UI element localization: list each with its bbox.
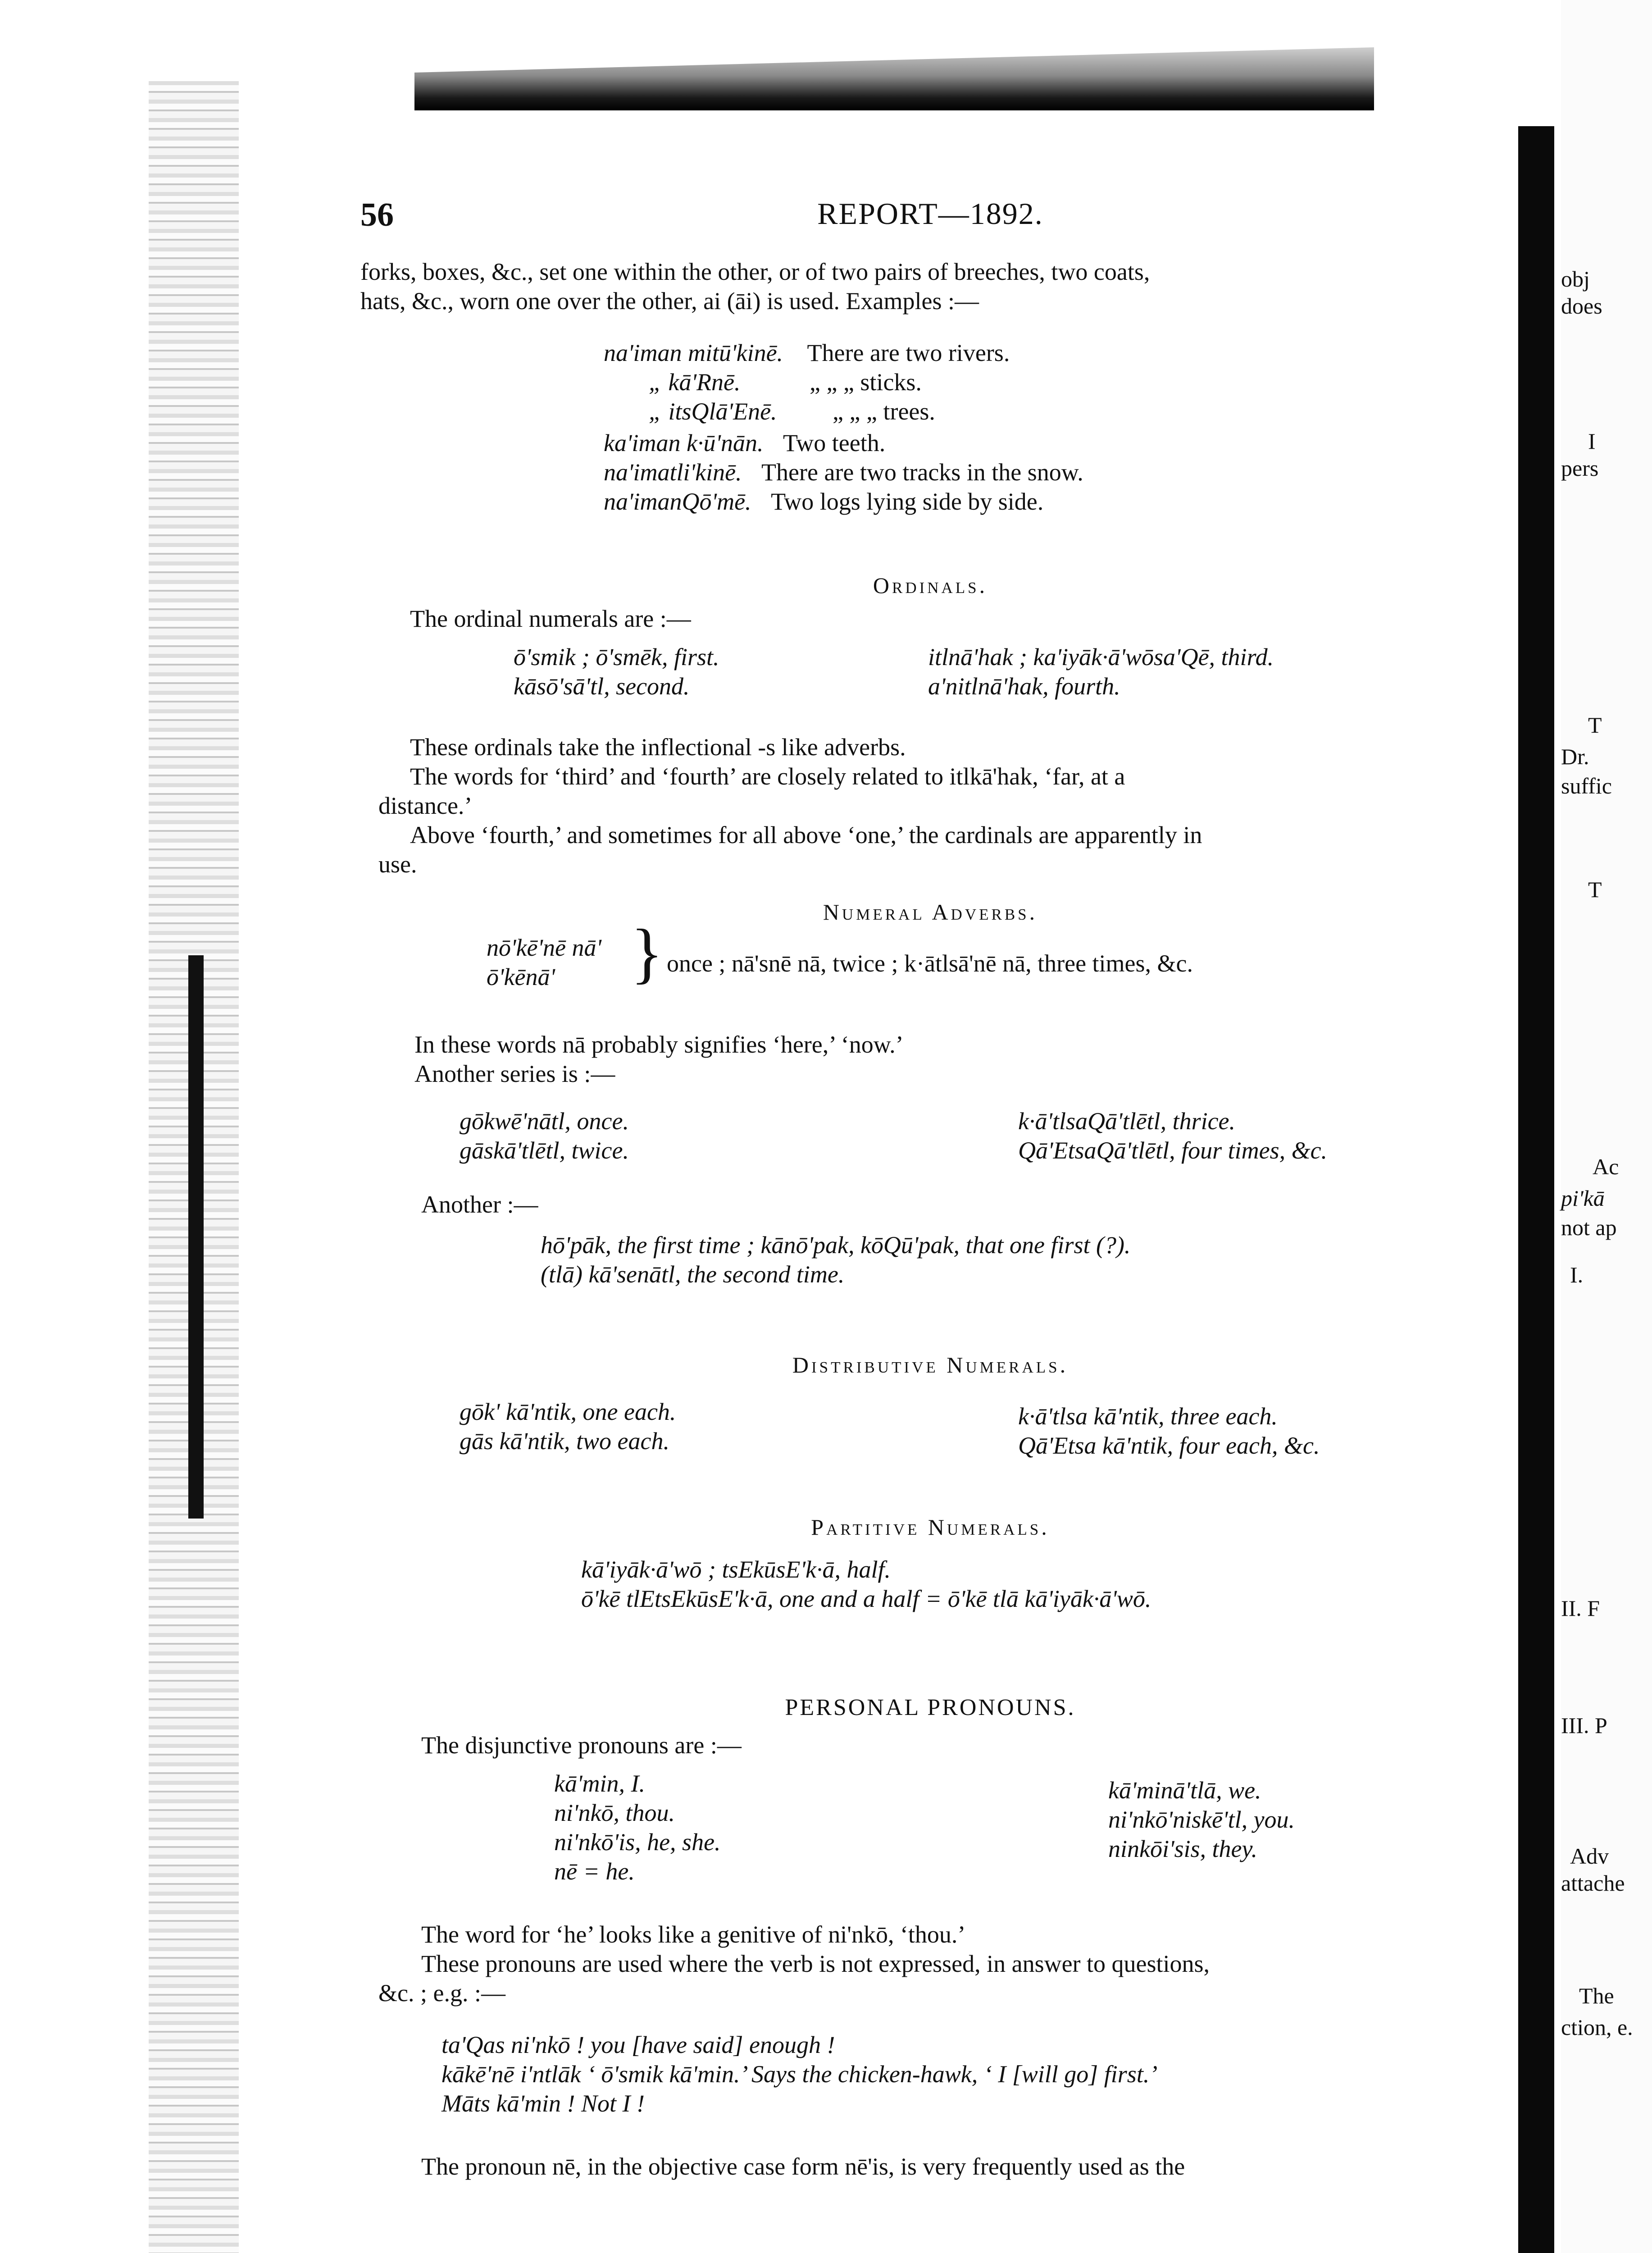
paragraph: The word for ‘he’ looks like a genitive of ni'nkō, ‘thou.’ (421, 1921, 966, 1948)
section-heading-ordinals: Ordinals. (873, 573, 988, 598)
adverb-item: gōkwē'nātl, once. (460, 1108, 629, 1135)
brace: } (631, 916, 663, 990)
adjacent-fragment: I (1588, 429, 1596, 454)
adjacent-fragment: T (1588, 877, 1602, 902)
paragraph: Another series is :— (414, 1060, 615, 1087)
example-gloss: Two logs lying side by side. (771, 488, 1044, 515)
pronoun-example: Māts kā'min ! Not I ! (441, 2090, 645, 2117)
partitive-item: ō'kē tlEtsEkūsE'k·ā, one and a half = ō'kē tlā kā'iyāk·ā'wō. (581, 1585, 1151, 1612)
example-word: „ itsQlā'Enē. (649, 398, 777, 425)
adjacent-fragment: attache (1561, 1870, 1625, 1896)
paragraph: distance.’ (378, 792, 473, 819)
section-heading-numeral-adverbs: Numeral Adverbs. (823, 899, 1038, 925)
pronoun-example: ta'Qas ni'nkō ! you [have said] enough ! (441, 2031, 835, 2058)
example-row (649, 397, 935, 426)
paragraph: The words for ‘third’ and ‘fourth’ are closely related to itlkā'hak, ‘far, at a (410, 763, 1125, 790)
adjacent-fragment: ction, e. (1561, 2015, 1633, 2040)
adjacent-fragment: obj (1561, 266, 1590, 292)
paragraph: Above ‘fourth,’ and sometimes for all above ‘one,’ the cardinals are apparently in (410, 821, 1202, 848)
pronoun-item: kā'minā'tlā, we. (1108, 1777, 1261, 1804)
paragraph: use. (378, 851, 417, 878)
example-word: na'imatli'kinē. (604, 459, 742, 486)
adjacent-fragment: Ac (1593, 1154, 1619, 1179)
ordinals-lead: The ordinal numerals are :— (410, 605, 691, 632)
distributive-item: gōk' kā'ntik, one each. (460, 1398, 676, 1425)
paragraph: &c. ; e.g. :— (378, 1979, 505, 2007)
adjacent-page (1561, 0, 1652, 2253)
partitive-item: kā'iyāk·ā'wō ; tsEkūsE'k·ā, half. (581, 1556, 891, 1583)
adjacent-fragment: Adv (1570, 1843, 1609, 1869)
adjacent-fragment: pi'kā (1561, 1186, 1605, 1211)
page-number: 56 (360, 196, 394, 233)
example-row (604, 487, 1043, 516)
example-gloss: „ „ „ sticks. (810, 369, 922, 396)
paragraph: Another :— (421, 1191, 538, 1218)
pronouns-lead: The disjunctive pronouns are :— (421, 1732, 742, 1759)
book-gutter (1518, 126, 1554, 2253)
adverb-item: gāskā'tlētl, twice. (460, 1137, 629, 1164)
intro-line: hats, &c., worn one over the other, ai (āi) is used. Examples :— (360, 287, 979, 315)
example-word: ka'iman k·ū'nān. (604, 429, 764, 456)
running-head: REPORT—1892. (817, 196, 1043, 231)
example-word: na'imanQō'mē. (604, 488, 751, 515)
adjacent-fragment: III. P (1561, 1713, 1607, 1738)
pronoun-item: ni'nkō'is, he, she. (554, 1829, 721, 1856)
pronoun-item: ni'nkō, thou. (554, 1799, 675, 1826)
paragraph: These ordinals take the inflectional -s like adverbs. (410, 734, 906, 761)
ordinal-item: a'nitlnā'hak, fourth. (928, 673, 1120, 700)
example-gloss: There are two rivers. (807, 339, 1010, 366)
example-row (604, 428, 885, 458)
adjacent-fragment: T (1588, 712, 1602, 738)
pronoun-example: kākē'nē i'ntlāk ‘ ō'smik kā'min.’ Says the chicken-hawk, ‘ I [will go] first.’ (441, 2061, 1158, 2088)
paragraph: In these words nā probably signifies ‘here,’ ‘now.’ (414, 1031, 904, 1058)
scan-edge-top (414, 47, 1374, 110)
adverb-item: hō'pāk, the first time ; kānō'pak, kōQū'pak, that one first (?). (541, 1231, 1131, 1259)
ordinal-item: itlnā'hak ; ka'iyāk·ā'wōsa'Qē, third. (928, 643, 1274, 670)
adverb-line: once ; nā'snē nā, twice ; k·ātlsā'nē nā, three times, &c. (667, 950, 1193, 977)
scan-spine-shadow (188, 955, 204, 1519)
ordinal-item: ō'smik ; ō'smēk, first. (514, 643, 719, 670)
adverb-item: k·ā'tlsaQā'tlētl, thrice. (1018, 1108, 1236, 1135)
example-row (604, 457, 1083, 487)
adjacent-fragment: II. F (1561, 1596, 1600, 1621)
adverb-item: Qā'EtsaQā'tlētl, four times, &c. (1018, 1137, 1328, 1164)
paragraph: The pronoun nē, in the objective case form nē'is, is very frequently used as the (421, 2153, 1185, 2180)
pronoun-item: nē = he. (554, 1858, 635, 1885)
adverb-item: (tlā) kā'senātl, the second time. (541, 1261, 845, 1288)
section-heading-distributive: Distributive Numerals. (792, 1352, 1069, 1377)
adjacent-fragment: I. (1570, 1262, 1584, 1287)
adverb-form: ō'kēnā' (487, 963, 555, 990)
intro-line: forks, boxes, &c., set one within the other, or of two pairs of breeches, two coats, (360, 258, 1150, 285)
adjacent-fragment: Dr. (1561, 744, 1589, 769)
pronoun-item: ni'nkō'niskē'tl, you. (1108, 1806, 1295, 1833)
document-page (342, 108, 1518, 2253)
pronoun-item: kā'min, I. (554, 1770, 645, 1797)
example-row (649, 367, 922, 397)
distributive-item: k·ā'tlsa kā'ntik, three each. (1018, 1403, 1278, 1430)
example-row (604, 338, 1010, 368)
pronoun-item: ninkōi'sis, they. (1108, 1835, 1258, 1862)
adverb-form: nō'kē'nē nā' (487, 934, 602, 961)
example-word: „ kā'Rnē. (649, 369, 741, 396)
ordinal-item: kāsō'sā'tl, second. (514, 673, 690, 700)
page-header (342, 196, 1518, 246)
distributive-item: Qā'Etsa kā'ntik, four each, &c. (1018, 1432, 1320, 1459)
example-gloss: There are two tracks in the snow. (761, 459, 1083, 486)
adjacent-fragment: not ap (1561, 1215, 1617, 1240)
adjacent-fragment: pers (1561, 456, 1599, 481)
example-word: na'iman mitū'kinē. (604, 339, 783, 366)
adjacent-fragment: does (1561, 293, 1602, 319)
section-heading-partitive: Partitive Numerals. (811, 1514, 1050, 1540)
example-gloss: „ „ „ trees. (833, 398, 935, 425)
paragraph: These pronouns are used where the verb is not expressed, in answer to questions, (421, 1950, 1210, 1977)
section-heading-pronouns: PERSONAL PRONOUNS. (785, 1695, 1076, 1720)
distributive-item: gās kā'ntik, two each. (460, 1428, 669, 1455)
adjacent-fragment: The (1579, 1983, 1614, 2008)
adjacent-fragment: suffic (1561, 773, 1612, 798)
example-gloss: Two teeth. (783, 429, 886, 456)
